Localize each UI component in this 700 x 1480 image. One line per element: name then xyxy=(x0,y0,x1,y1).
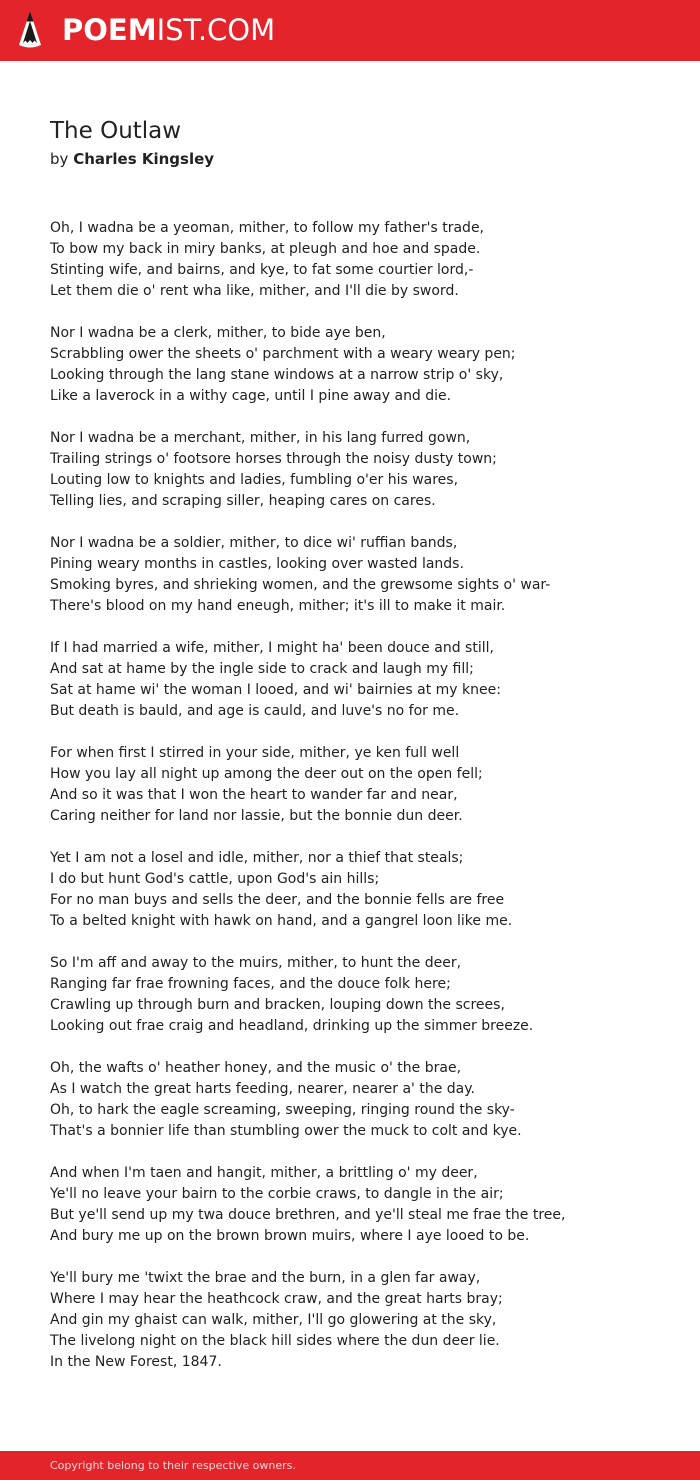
poem-line: Nor I wadna be a merchant, mither, in his lang furred gown, xyxy=(50,430,471,446)
poem-line: How you lay all night up among the deer out on the open fell; xyxy=(50,766,483,782)
site-footer xyxy=(0,1451,700,1480)
poem-line: But death is bauld, and age is cauld, and luve's no for me. xyxy=(50,703,460,719)
by-label: by xyxy=(50,150,69,168)
poem-line: If I had married a wife, mither, I might ha' been douce and still, xyxy=(50,640,494,656)
poem-line: Yet I am not a losel and idle, mither, nor a thief that steals; xyxy=(50,850,464,866)
poem-line: Stinting wife, and bairns, and kye, to fat some courtier lord,- xyxy=(50,262,474,278)
byline xyxy=(50,148,214,170)
poem-line: I do but hunt God's cattle, upon God's ain hills; xyxy=(50,871,380,887)
poem-line: Telling lies, and scraping siller, heaping cares on cares. xyxy=(50,493,436,509)
poem-line: Like a laverock in a withy cage, until I pine away and die. xyxy=(50,388,452,404)
logo-bold-text: POEM xyxy=(62,13,157,47)
poem-line: To a belted knight with hawk on hand, and a gangrel loon like me. xyxy=(50,913,513,929)
poem-stanza xyxy=(50,533,670,617)
poem-line: But ye'll send up my twa douce brethren, and ye'll steal me frae the tree, xyxy=(50,1207,566,1223)
poem-line: Oh, to hark the eagle screaming, sweeping, ringing round the sky- xyxy=(50,1102,515,1118)
poem-line: And bury me up on the brown brown muirs, where I aye looed to be. xyxy=(50,1228,530,1244)
site-header xyxy=(0,0,700,61)
poem-title: The Outlaw xyxy=(50,118,182,144)
poem-body xyxy=(50,218,670,1394)
poem-line: Where I may hear the heathcock craw, and the great harts bray; xyxy=(50,1291,503,1307)
poem-line: Looking through the lang stane windows at a narrow strip o' sky, xyxy=(50,367,504,383)
poem-stanza xyxy=(50,1058,670,1142)
poem-line: Crawling up through burn and bracken, louping down the screes, xyxy=(50,997,505,1013)
poem-line: And when I'm taen and hangit, mither, a brittling o' my deer, xyxy=(50,1165,478,1181)
poem-line: Pining weary months in castles, looking over wasted lands. xyxy=(50,556,464,572)
poem-stanza xyxy=(50,743,670,827)
poem-line: And gin my ghaist can walk, mither, I'll go glowering at the sky, xyxy=(50,1312,497,1328)
poem-line: For when first I stirred in your side, mither, ye ken full well xyxy=(50,745,460,761)
poem-line: So I'm aff and away to the muirs, mither, to hunt the deer, xyxy=(50,955,462,971)
poem-line: Smoking byres, and shrieking women, and the grewsome sights o' war- xyxy=(50,577,551,593)
poem-line: Oh, the wafts o' heather honey, and the music o' the brae, xyxy=(50,1060,462,1076)
poem-stanza xyxy=(50,323,670,407)
poem-stanza xyxy=(50,1268,670,1373)
author-name: Charles Kingsley xyxy=(73,150,215,168)
poem-line: And sat at hame by the ingle side to crack and laugh my fill; xyxy=(50,661,474,677)
poem-line: For no man buys and sells the deer, and the bonnie fells are free xyxy=(50,892,505,908)
poem-line: Louting low to knights and ladies, fumbling o'er his wares, xyxy=(50,472,459,488)
poem-line: Ye'll no leave your bairn to the corbie craws, to dangle in the air; xyxy=(50,1186,504,1202)
poem-line: Nor I wadna be a clerk, mither, to bide aye ben, xyxy=(50,325,386,341)
poem-stanza xyxy=(50,953,670,1037)
poem-stanza xyxy=(50,638,670,722)
poem-stanza xyxy=(50,218,670,302)
logo-light-text: IST.COM xyxy=(156,13,276,47)
poem-line: And so it was that I won the heart to wander far and near, xyxy=(50,787,458,803)
poem-line: Trailing strings o' footsore horses through the noisy dusty town; xyxy=(50,451,497,467)
poem-line: There's blood on my hand eneugh, mither; it's ill to make it mair. xyxy=(50,598,506,614)
poem-line: Nor I wadna be a soldier, mither, to dice wi' ruffian bands, xyxy=(50,535,458,551)
poem-line: Ye'll bury me 'twixt the brae and the burn, in a glen far away, xyxy=(50,1270,481,1286)
poem-line: Looking out frae craig and headland, drinking up the simmer breeze. xyxy=(50,1018,534,1034)
poem-line: Scrabbling ower the sheets o' parchment with a weary weary pen; xyxy=(50,346,516,362)
poem-line: Caring neither for land nor lassie, but the bonnie dun deer. xyxy=(50,808,463,824)
poem-line: The livelong night on the black hill sides where the dun deer lie. xyxy=(50,1333,500,1349)
poem-line: Oh, I wadna be a yeoman, mither, to follow my father's trade, xyxy=(50,220,485,236)
poem-line: That's a bonnier life than stumbling ower the muck to colt and kye. xyxy=(50,1123,522,1139)
poem-line: In the New Forest, 1847. xyxy=(50,1354,222,1370)
copyright-notice: Copyright belong to their respective owners. xyxy=(50,1459,296,1472)
poem-stanza xyxy=(50,848,670,932)
poem-line: To bow my back in miry banks, at pleugh and hoe and spade. xyxy=(50,241,481,257)
poem-line: Sat at hame wi' the woman I looed, and wi' bairnies at my knee: xyxy=(50,682,501,698)
poem-stanza xyxy=(50,1163,670,1247)
pen-nib-icon[interactable] xyxy=(18,10,42,50)
poem-line: As I watch the great harts feeding, nearer, nearer a' the day. xyxy=(50,1081,475,1097)
poem-line: Ranging far frae frowning faces, and the douce folk here; xyxy=(50,976,451,992)
poem-stanza xyxy=(50,428,670,512)
poem-line: Let them die o' rent wha like, mither, and I'll die by sword. xyxy=(50,283,459,299)
site-logo-link[interactable] xyxy=(62,12,275,52)
